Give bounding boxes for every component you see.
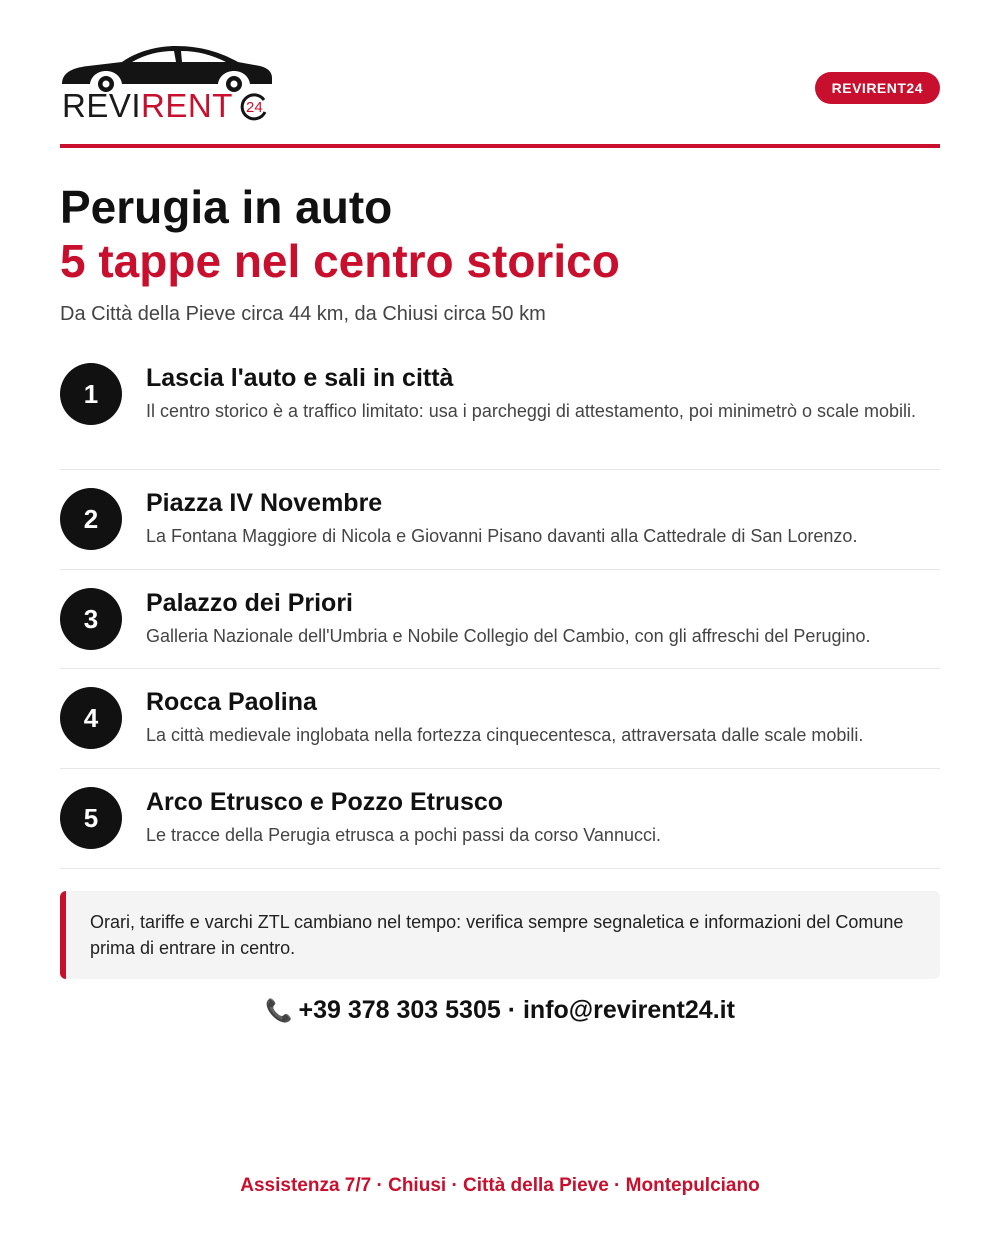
list-item (60, 470, 940, 570)
stop-number-badge: 2 (60, 488, 122, 550)
stop-number-badge: 3 (60, 588, 122, 650)
stop-title: Rocca Paolina (146, 688, 317, 716)
stop-title: Lascia l'auto e sali in città (146, 364, 454, 392)
stop-number-badge: 5 (60, 787, 122, 849)
stop-content (146, 488, 936, 549)
stop-content (146, 588, 936, 649)
page (60, 0, 940, 1250)
car-silhouette-icon (60, 40, 275, 92)
list-item (60, 345, 940, 470)
stop-content (146, 787, 936, 848)
ztl-notice: Orari, tariffe e varchi ZTL cambiano nel tempo: verifica sempre segnaletica e informazioni del Comune prima di entrare in centro. (60, 891, 940, 979)
stop-content (146, 363, 936, 424)
stop-number-badge: 1 (60, 363, 122, 425)
stop-description: Il centro storico è a traffico limitato: usa i parcheggi di attestamento, poi minimetrò o scale mobili. (146, 401, 917, 421)
list-item (60, 570, 940, 669)
logo-text-revi: REVI (62, 87, 142, 124)
logo-badge-number: 24 (246, 99, 263, 116)
list-item (60, 769, 940, 869)
logo-text-rent: RENT (141, 87, 233, 124)
stop-title: Arco Etrusco e Pozzo Etrusco (146, 788, 504, 816)
stop-description: Galleria Nazionale dell'Umbria e Nobile Collegio del Cambio, con gli affreschi del Perugino. (146, 626, 871, 646)
stops-list (60, 345, 940, 869)
stop-title: Palazzo dei Priori (146, 589, 354, 617)
list-item (60, 669, 940, 769)
page-subtitle: 5 tappe nel centro storico (60, 235, 620, 287)
distance-info: Da Città della Pieve circa 44 km, da Chiusi circa 50 km (60, 303, 546, 325)
brand-badge: REVIRENT24 (815, 72, 940, 104)
stop-description: Le tracce della Perugia etrusca a pochi passi da corso Vannucci. (146, 825, 661, 845)
phone-icon: 📞 (265, 998, 293, 1023)
logo-wordmark (62, 88, 233, 124)
stop-title: Piazza IV Novembre (146, 489, 383, 517)
header (60, 40, 940, 130)
stop-content (146, 687, 936, 748)
page-title: Perugia in auto (60, 181, 393, 233)
stop-number-badge: 4 (60, 687, 122, 749)
header-divider (60, 144, 940, 148)
stop-description: La Fontana Maggiore di Nicola e Giovanni Pisano davanti alla Cattedrale di San Lorenzo. (146, 526, 858, 546)
contact-text[interactable]: +39 378 303 5305 · info@revirent24.it (298, 996, 735, 1024)
contact-line (60, 992, 940, 1029)
stop-description: La città medievale inglobata nella fortezza cinquecentesca, attraversata dalle scale mobili. (146, 725, 864, 745)
footer: Assistenza 7/7 · Chiusi · Città della Pieve · Montepulciano (240, 1175, 760, 1196)
revirent-logo[interactable] (60, 40, 300, 130)
